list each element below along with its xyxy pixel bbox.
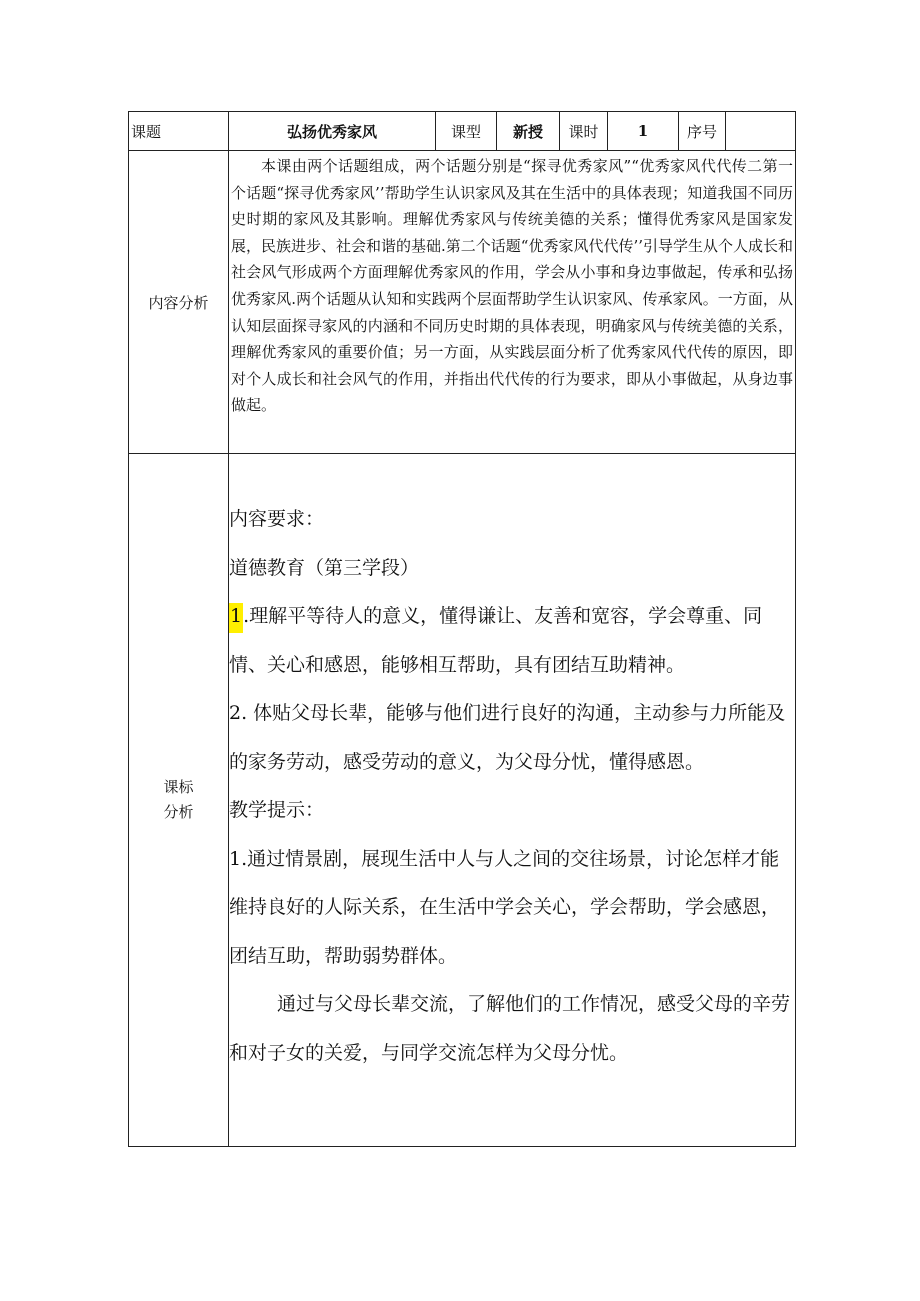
header-row (129, 112, 796, 151)
requirement-item-1 (229, 592, 795, 689)
lesson-plan-table (128, 111, 796, 1147)
standard-analysis-label (129, 454, 229, 1147)
item1-number-highlight: 1 (229, 603, 243, 633)
tips-title: 教学提示： (229, 799, 325, 821)
seq-value (726, 112, 796, 151)
content-analysis-text: 本课由两个话题组成，两个话题分别是“探寻优秀家风”“优秀家风代代传二第一个话题“探寻优秀家风’’帮助学生认识家风及其在生活中的具体表现；知道我国不同历史时期的家风及其影响。理解优秀家风与传统美德的关系；懂得优秀家风是国家发展，民族进步、社会和谐的基础.第二个话题“优秀家风代代传’’引导学生从个人成长和社会风气形成两个方面理解优秀家风的作用，学会从小事和身边事做起，传承和弘扬优秀家风.两个话题从认知和实践两个层面帮助学生认识家风、传承家风。一方面，从认知层面探寻家风的内涵和不同历史时期的具体表现，明确家风与传统美德的关系，理解优秀家风的重要价值；另一方面，从实践层面分析了优秀家风代代传的原因，即对个人成长和社会风气的作用，并指出代代传的行为要求，即从小事做起，从身边事做起。 (231, 157, 793, 415)
stage-line: 道德教育（第三学段） (229, 556, 420, 579)
type-value: 新授 (497, 112, 560, 151)
content-analysis-cell (229, 151, 796, 454)
requirement-item-2: 2. 体贴父母长辈，能够与他们进行良好的沟通，主动参与力所能及的家务劳动，感受劳动的意义，为父母分忧，懂得感恩。 (229, 702, 786, 773)
seq-label: 序号 (679, 112, 726, 151)
tip-item-2: 通过与父母长辈交流，了解他们的工作情况，感受父母的辛劳和对子女的关爱，与同学交流怎样为父母分忧。 (229, 993, 791, 1064)
hours-value: 1 (608, 112, 679, 151)
content-analysis-label: 内容分析 (129, 151, 229, 454)
topic-value: 弘扬优秀家风 (229, 112, 436, 151)
tip-item-1: 1.通过情景剧，展现生活中人与人之间的交往场景，讨论怎样才能维持良好的人际关系，在生活中学会关心，学会帮助，学会感恩，团结互助，帮助弱势群体。 (229, 847, 781, 967)
standard-analysis-content (229, 454, 795, 1077)
type-label: 课型 (436, 112, 497, 151)
topic-label: 课题 (129, 112, 229, 151)
hours-label: 课时 (560, 112, 608, 151)
standard-analysis-row (129, 454, 796, 1147)
standard-analysis-cell (229, 454, 796, 1147)
standard-label-line2: 分析 (163, 803, 194, 821)
requirements-title: 内容要求： (229, 508, 325, 530)
item1-text: .理解平等待人的意义，懂得谦让、友善和宽容，学会尊重、同情、关心和感恩，能够相互帮助，具有团结互助精神。 (229, 605, 763, 676)
content-analysis-row (129, 151, 796, 454)
standard-label-line1: 课标 (163, 778, 194, 796)
